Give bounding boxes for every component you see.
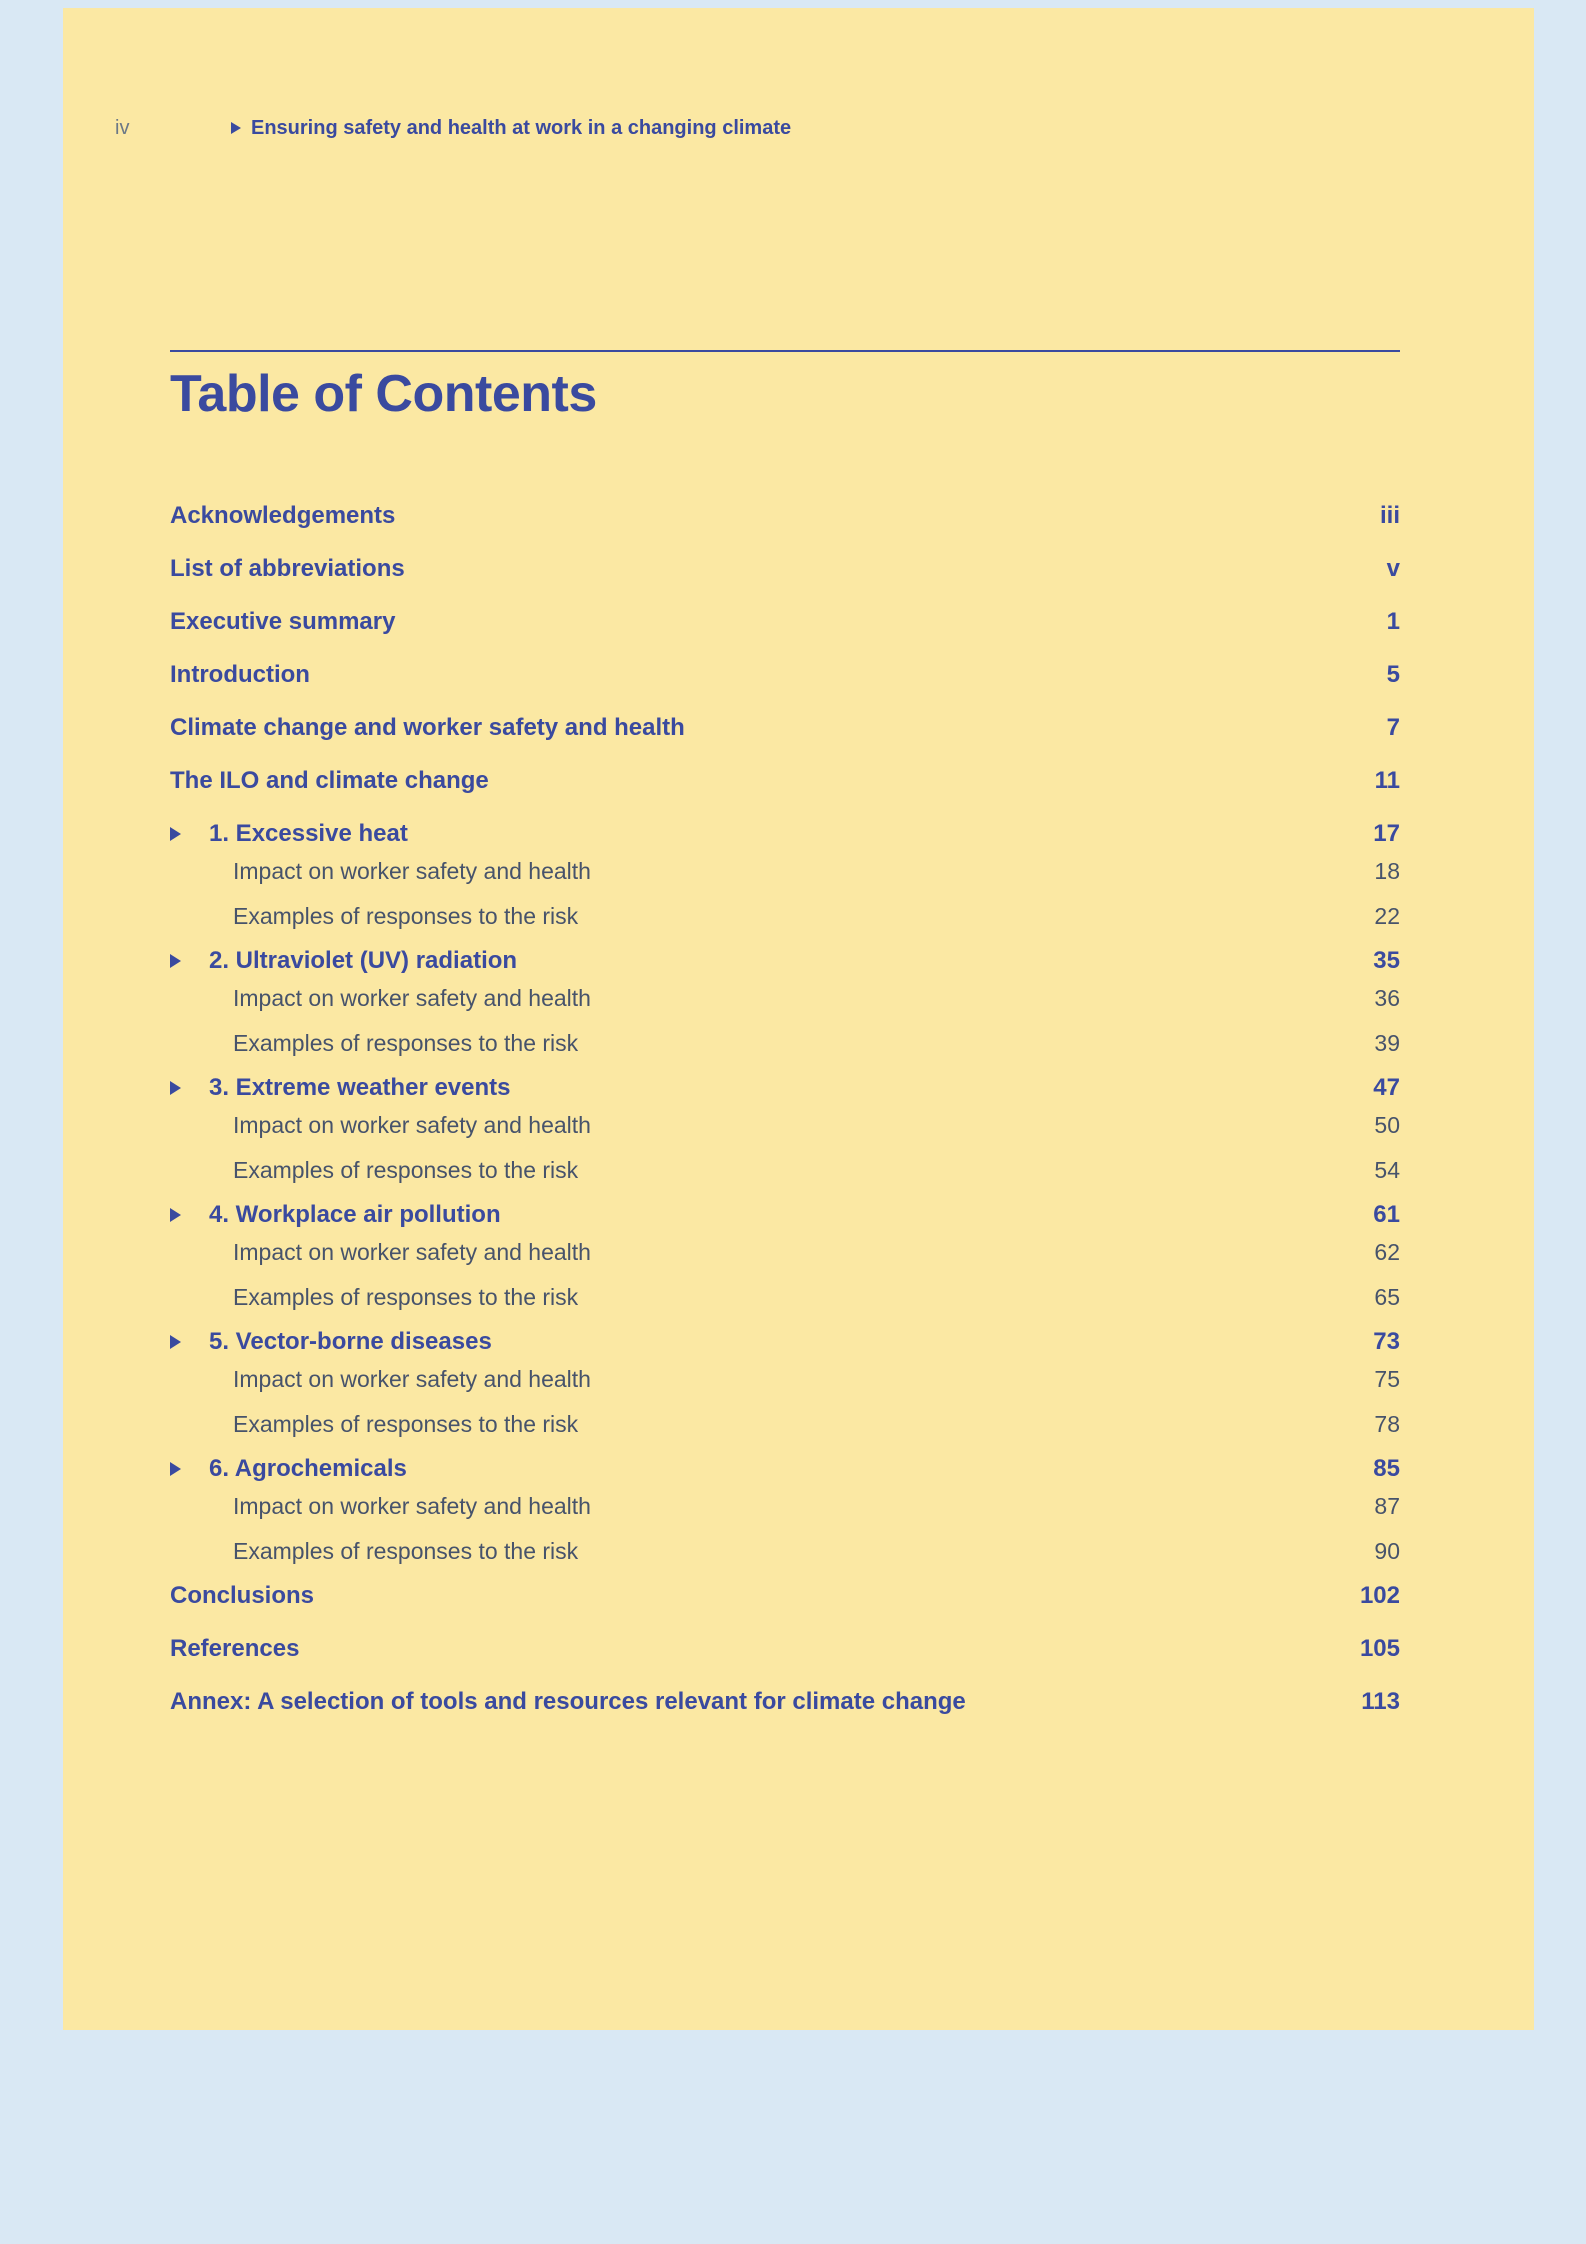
toc-entry-page: 1 (1386, 608, 1400, 636)
toc-entry-page: 113 (1361, 1688, 1400, 1716)
triangle-bullet-icon (170, 1073, 209, 1103)
page-title: Table of Contents (170, 365, 597, 423)
toc-chapter-entry[interactable] (170, 1200, 1400, 1230)
triangle-bullet-icon (170, 1335, 181, 1349)
triangle-bullet-icon (170, 1462, 181, 1476)
triangle-bullet-icon (170, 827, 181, 841)
toc-entry-label: Examples of responses to the risk (233, 1411, 579, 1438)
toc-entry-label: 1. Excessive heat (209, 820, 408, 848)
toc-entry-page: 73 (1373, 1328, 1400, 1356)
toc-entry-page: iii (1379, 502, 1400, 530)
toc-chapter-entry[interactable] (170, 946, 1400, 976)
document-page (63, 8, 1534, 2030)
toc-entry-label: Impact on worker safety and health (233, 1112, 591, 1139)
toc-content (170, 350, 1400, 1740)
toc-entry-page: 17 (1373, 820, 1400, 848)
toc-entry-page: v (1386, 555, 1400, 583)
toc-subentry[interactable] (170, 1237, 1400, 1267)
toc-entry-ilo-climate-change[interactable] (170, 766, 1400, 796)
toc-entry-label: Examples of responses to the risk (233, 903, 579, 930)
title-rule (170, 350, 1400, 352)
toc-entry-page: 62 (1374, 1239, 1400, 1266)
toc-subentry[interactable] (170, 1536, 1400, 1566)
toc-entry-label: 5. Vector-borne diseases (209, 1328, 492, 1356)
triangle-bullet-icon (170, 1200, 209, 1230)
toc-entry-page: 102 (1359, 1582, 1400, 1610)
toc-entry-label: Climate change and worker safety and health (170, 714, 685, 742)
toc-entry-page: 75 (1374, 1366, 1400, 1393)
toc-entry-label: Impact on worker safety and health (233, 1366, 591, 1393)
toc-entry-label: 4. Workplace air pollution (209, 1201, 501, 1229)
toc-entry-page: 18 (1374, 858, 1400, 885)
toc-entry-page: 65 (1374, 1284, 1400, 1311)
toc-entry-references[interactable] (170, 1634, 1400, 1664)
toc-entry-page: 54 (1374, 1157, 1400, 1184)
toc-entry-label: Acknowledgements (170, 502, 396, 530)
toc-entry-page: 39 (1374, 1030, 1400, 1057)
toc-chapter-2 (170, 946, 1400, 1058)
toc-chapter-1 (170, 819, 1400, 931)
running-header-title (231, 116, 791, 140)
toc-entry-introduction[interactable] (170, 660, 1400, 690)
toc-subentry[interactable] (170, 1028, 1400, 1058)
toc-entry-label: Impact on worker safety and health (233, 985, 591, 1012)
toc-entry-page: 36 (1374, 985, 1400, 1012)
toc-entry-label: Executive summary (170, 608, 396, 636)
triangle-bullet-icon (170, 1208, 181, 1222)
running-header (115, 116, 1474, 140)
toc-chapter-entry[interactable] (170, 819, 1400, 849)
toc-subentry[interactable] (170, 1155, 1400, 1185)
toc-entry-page: 11 (1374, 767, 1400, 795)
toc-entry-label: Introduction (170, 661, 310, 689)
toc-entry-label: References (170, 1635, 300, 1663)
toc-subentry[interactable] (170, 983, 1400, 1013)
toc-entry-page: 105 (1359, 1635, 1400, 1663)
toc-subentry[interactable] (170, 1110, 1400, 1140)
toc-entry-page: 78 (1374, 1411, 1400, 1438)
toc-entry-label: Examples of responses to the risk (233, 1157, 579, 1184)
triangle-bullet-icon (170, 946, 209, 976)
toc-entry-page: 50 (1374, 1112, 1400, 1139)
toc-entry-label: 3. Extreme weather events (209, 1074, 511, 1102)
toc-entry-label: Impact on worker safety and health (233, 858, 591, 885)
toc-entry-page: 61 (1373, 1201, 1400, 1229)
triangle-bullet-icon (170, 1454, 209, 1484)
toc-entry-label: Conclusions (170, 1582, 315, 1610)
toc-entry-page: 85 (1373, 1455, 1400, 1483)
toc-entry-label: Impact on worker safety and health (233, 1493, 591, 1520)
toc-entry-page: 22 (1374, 903, 1400, 930)
toc-chapter-3 (170, 1073, 1400, 1185)
toc-subentry[interactable] (170, 1409, 1400, 1439)
toc-entry-page: 35 (1373, 947, 1400, 975)
toc-subentry[interactable] (170, 901, 1400, 931)
triangle-bullet-icon (170, 954, 181, 968)
toc-entry-page: 47 (1373, 1074, 1400, 1102)
toc-entry-label: The ILO and climate change (170, 767, 489, 795)
toc-entry-label: Examples of responses to the risk (233, 1538, 579, 1565)
toc-entry-label: 2. Ultraviolet (UV) radiation (209, 947, 518, 975)
toc-chapter-4 (170, 1200, 1400, 1312)
running-header-text: Ensuring safety and health at work in a changing climate (251, 117, 792, 139)
page-folio-number: iv (115, 117, 130, 139)
toc-entry-page: 7 (1386, 714, 1400, 742)
toc-entry-annex[interactable] (170, 1687, 1400, 1717)
toc-entry-page: 87 (1374, 1493, 1400, 1520)
toc-entry-label: 6. Agrochemicals (209, 1455, 407, 1483)
toc-chapter-entry[interactable] (170, 1327, 1400, 1357)
toc-subentry[interactable] (170, 856, 1400, 886)
toc-entry-executive-summary[interactable] (170, 607, 1400, 637)
toc-subentry[interactable] (170, 1282, 1400, 1312)
toc-entry-abbreviations[interactable] (170, 554, 1400, 584)
triangle-bullet-icon (170, 1081, 181, 1095)
toc-entry-label: List of abbreviations (170, 555, 405, 583)
toc-entry-label: Annex: A selection of tools and resources relevant for climate change (170, 1688, 966, 1716)
toc-chapter-entry[interactable] (170, 1073, 1400, 1103)
toc-entry-label: Impact on worker safety and health (233, 1239, 591, 1266)
toc-chapter-6 (170, 1454, 1400, 1566)
toc-entry-label: Examples of responses to the risk (233, 1030, 579, 1057)
toc-chapter-5 (170, 1327, 1400, 1439)
toc-back-matter (170, 1581, 1400, 1717)
toc-entry-page: 5 (1386, 661, 1400, 689)
triangle-bullet-icon (231, 122, 241, 134)
toc-entry-acknowledgements[interactable] (170, 501, 1400, 531)
toc-entry-page: 90 (1374, 1538, 1400, 1565)
table-of-contents (170, 501, 1400, 1717)
toc-entry-conclusions[interactable] (170, 1581, 1400, 1611)
toc-entry-climate-change-worker-safety[interactable] (170, 713, 1400, 743)
triangle-bullet-icon (170, 1327, 209, 1357)
toc-subentry[interactable] (170, 1364, 1400, 1394)
toc-entry-label: Examples of responses to the risk (233, 1284, 579, 1311)
toc-chapter-entry[interactable] (170, 1454, 1400, 1484)
toc-subentry[interactable] (170, 1491, 1400, 1521)
triangle-bullet-icon (170, 819, 209, 849)
